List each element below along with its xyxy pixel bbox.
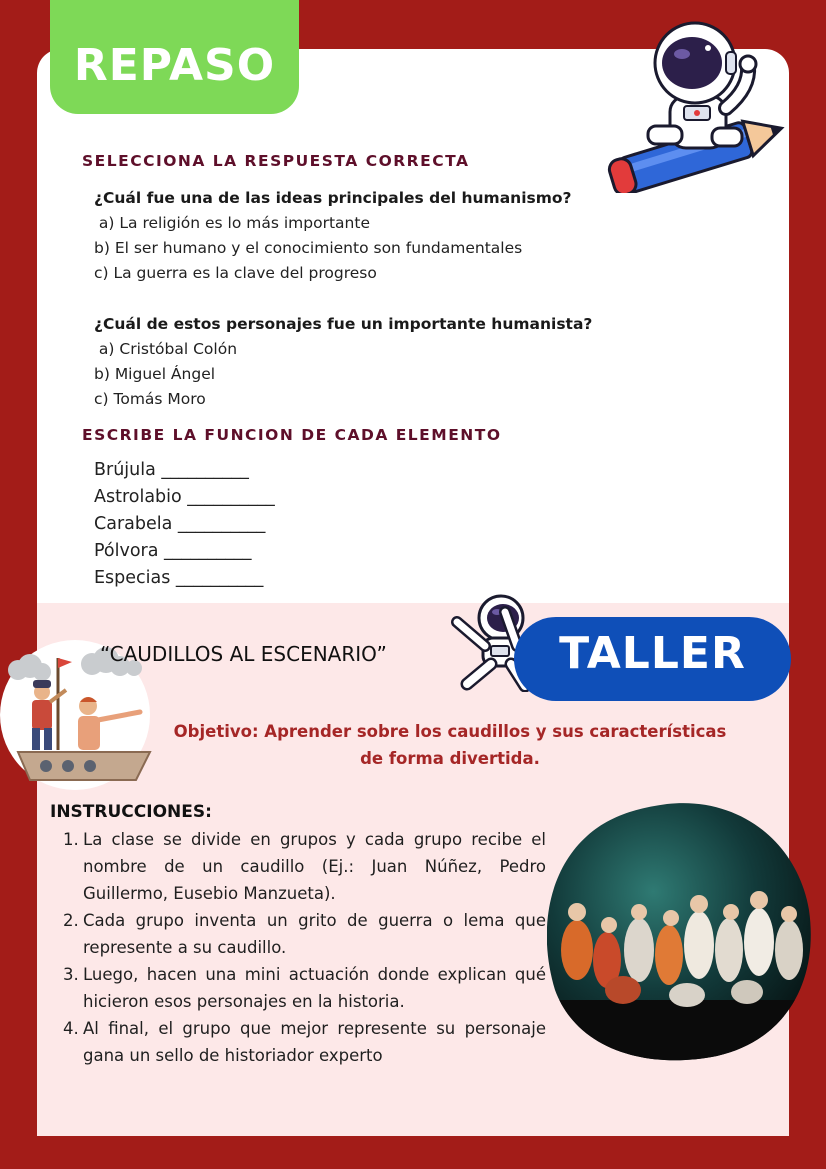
question-1-option-c: c) La guerra es la clave del progreso (94, 264, 377, 282)
instructions-title: INSTRUCCIONES: (50, 802, 212, 822)
element-polvora: Pólvora __________ (94, 541, 252, 561)
instructions-list (58, 826, 546, 1069)
step-text: Al final, el grupo que mejor represente su personaje gana un sello de historiador experto (83, 1019, 546, 1065)
step-number: 4. (63, 1019, 79, 1038)
question-2-option-c: c) Tomás Moro (94, 390, 206, 408)
step-text: Cada grupo inventa un grito de guerra o lema que represente a su caudillo. (83, 911, 546, 957)
instruction-step (58, 961, 546, 1015)
element-astrolabio: Astrolabio __________ (94, 487, 275, 507)
step-text: La clase se divide en grupos y cada grupo recibe el nombre de un caudillo (Ej.: Juan Núñez, Pedro Guillermo, Eusebio Manzueta). (83, 830, 546, 903)
question-2: ¿Cuál de estos personajes fue un importante humanista? (94, 315, 593, 333)
taller-label: TALLER (559, 628, 746, 679)
element-carabela: Carabela __________ (94, 514, 266, 534)
workshop-title: “CAUDILLOS AL ESCENARIO” (100, 642, 387, 666)
step-number: 1. (63, 830, 79, 849)
section-heading-select: SELECCIONA LA RESPUESTA CORRECTA (82, 152, 470, 170)
workshop-objective: Objetivo: Aprender sobre los caudillos y sus características de forma divertida. (173, 722, 727, 768)
question-2-option-a: a) Cristóbal Colón (94, 340, 238, 358)
repaso-label: REPASO (73, 40, 276, 91)
astronaut-on-pencil-illustration (600, 18, 795, 193)
step-number: 2. (63, 911, 79, 930)
question-1-option-b: b) El ser humano y el conocimiento son fundamentales (94, 239, 523, 257)
question-2-option-b: b) Miguel Ángel (94, 365, 216, 383)
section-heading-function: ESCRIBE LA FUNCION DE CADA ELEMENTO (82, 426, 502, 444)
instruction-step (58, 1015, 546, 1069)
step-text: Luego, hacen una mini actuación donde explican qué hicieron esos personajes en la historia. (83, 965, 546, 1011)
element-brujula: Brújula __________ (94, 460, 249, 480)
instruction-step (58, 907, 546, 961)
step-number: 3. (63, 965, 79, 984)
question-1: ¿Cuál fue una de las ideas principales del humanismo? (94, 189, 572, 207)
stage-performance-photo (547, 800, 813, 1062)
question-1-option-a: a) La religión es lo más importante (94, 214, 370, 232)
element-especias: Especias __________ (94, 568, 264, 588)
instruction-step (58, 826, 546, 907)
